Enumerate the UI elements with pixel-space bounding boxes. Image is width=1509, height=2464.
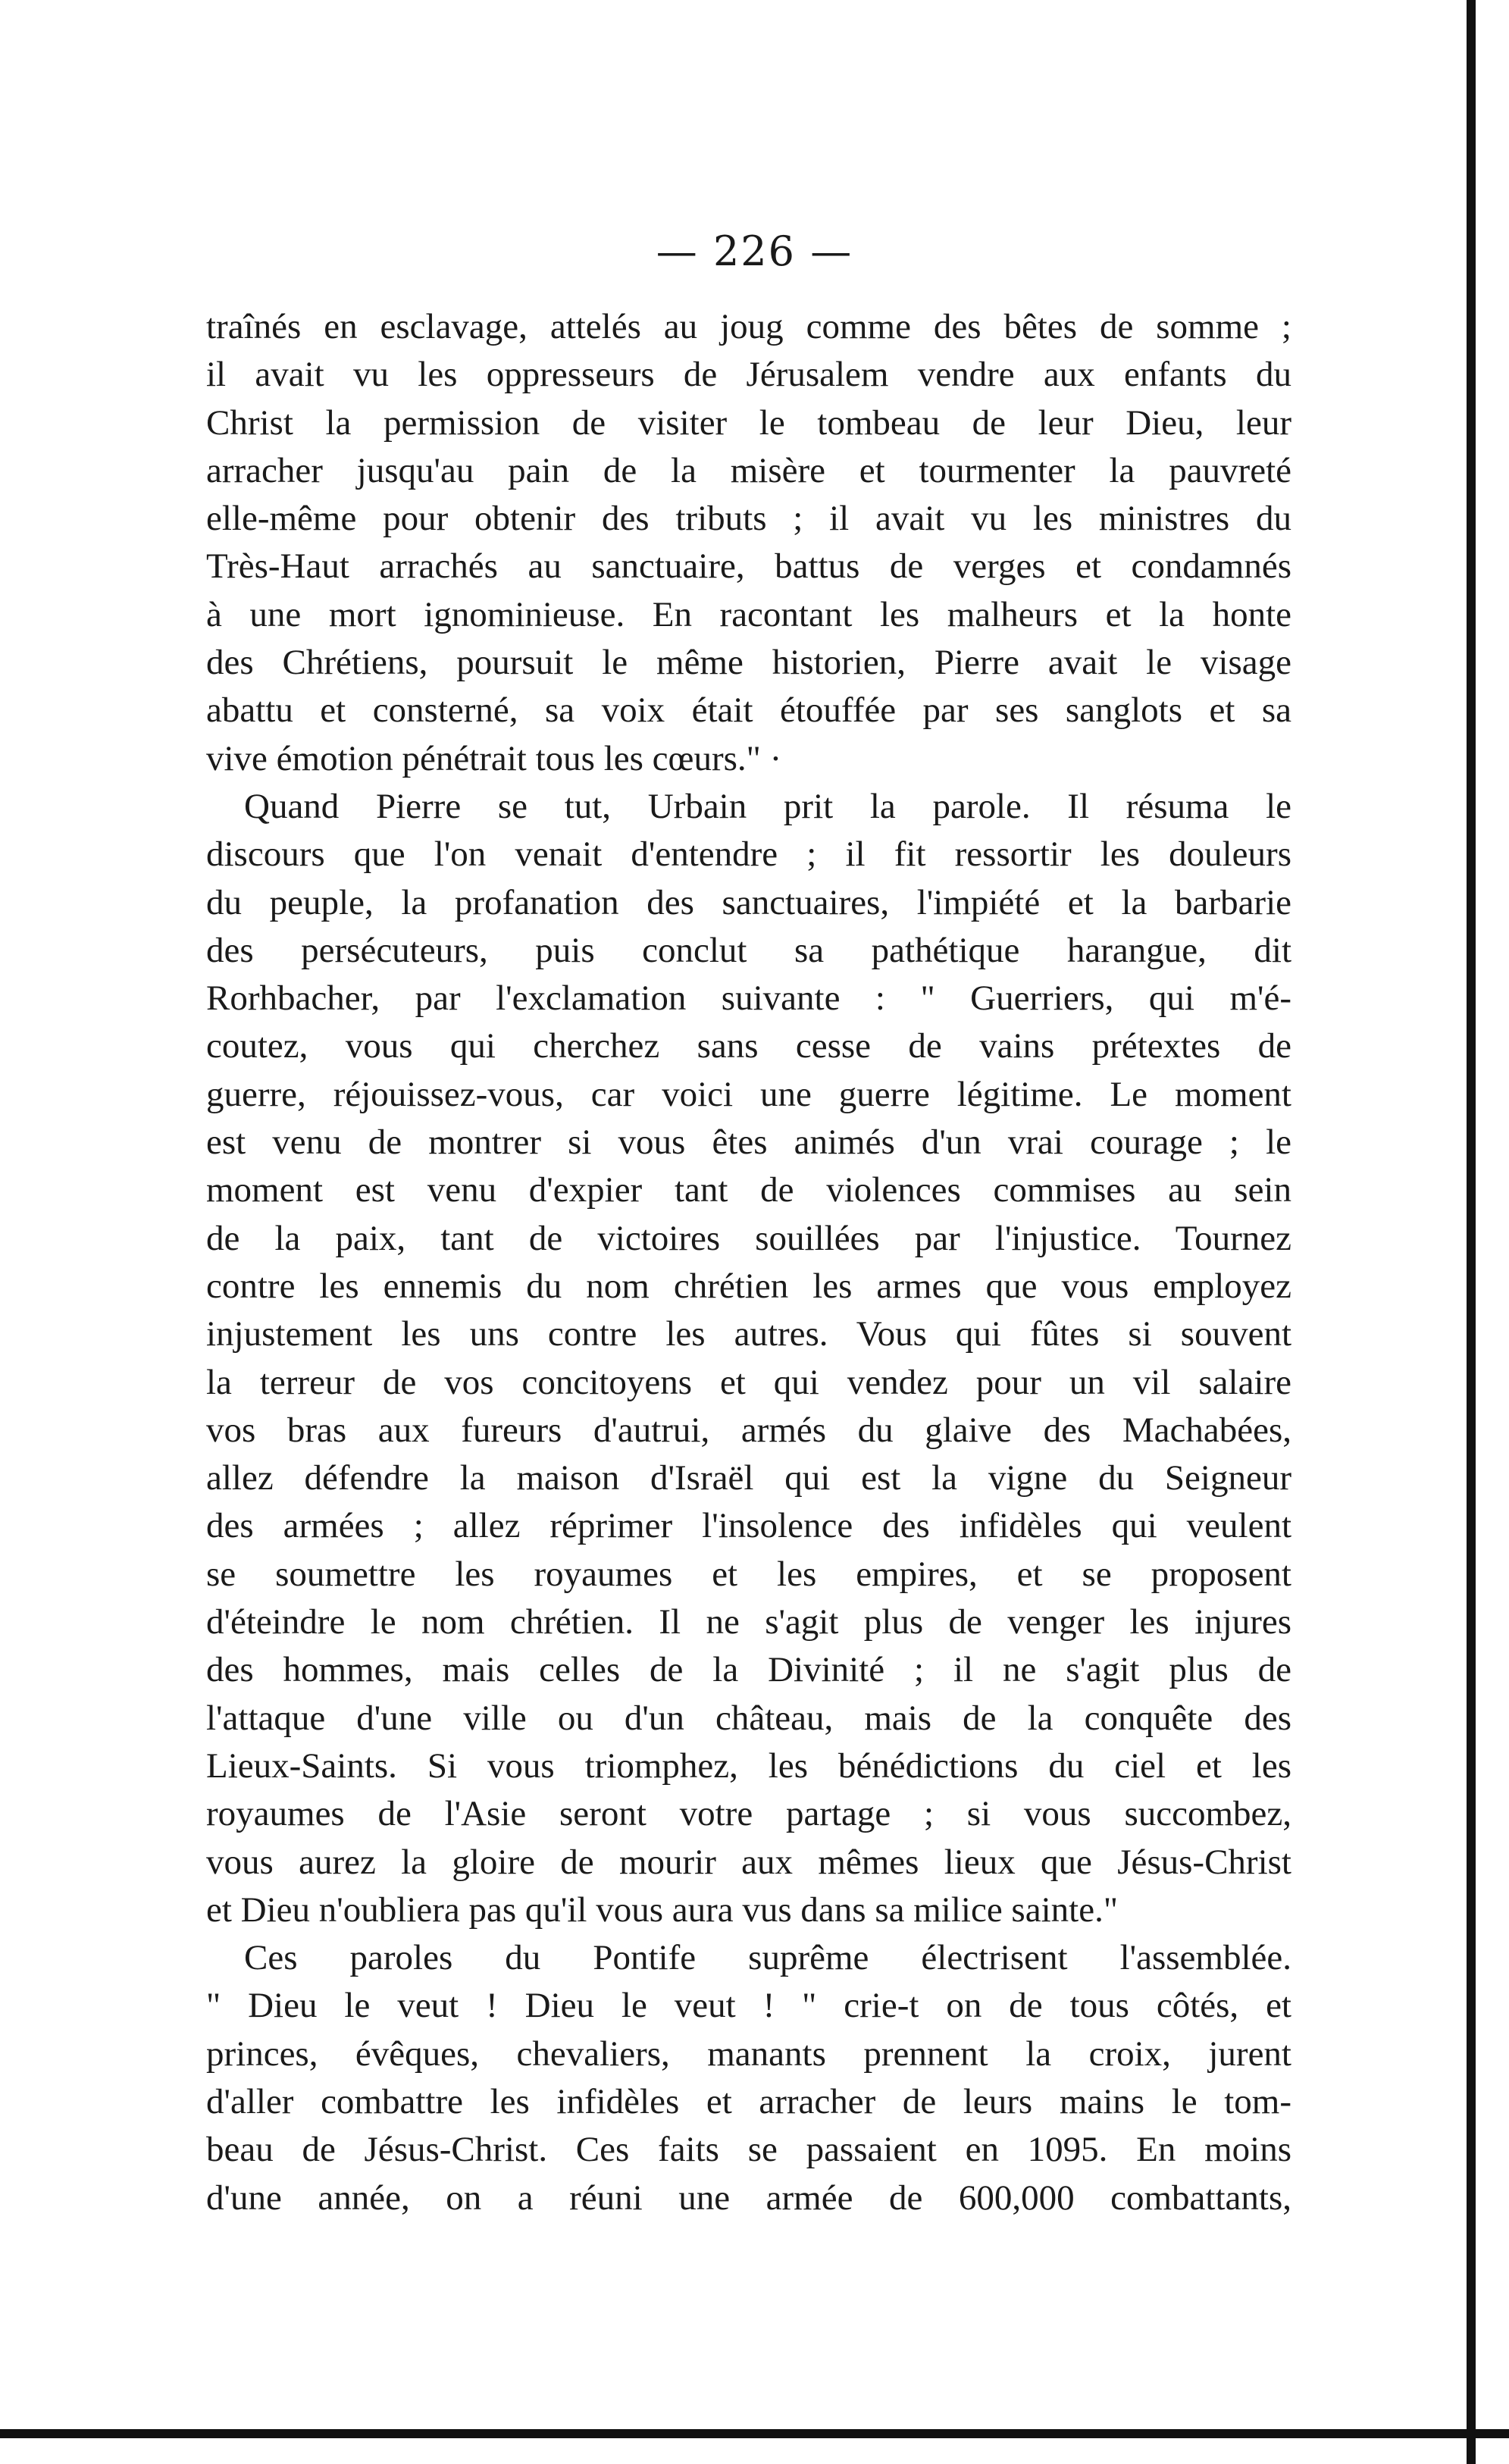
- text-line: traînés en esclavage, attelés au joug comme des bêtes de somme ;: [206, 307, 1291, 346]
- text-line: Lieux-Saints. Si vous triomphez, les bénédictions du ciel et les: [206, 1745, 1291, 1786]
- text-line: discours que l'on venait d'entendre ; il fit ressortir les douleurs: [206, 834, 1291, 875]
- text-line: de la paix, tant de victoires souillées par l'injustice. Tournez: [206, 1218, 1291, 1258]
- text-line: des Chrétiens, poursuit le même historien, Pierre avait le visage: [206, 643, 1291, 683]
- text-line: beau de Jésus-Christ. Ces faits se passaient en 1095. En moins: [206, 2130, 1291, 2170]
- text-line: des hommes, mais celles de la Divinité ; il ne s'agit plus de: [206, 1650, 1291, 1690]
- text-line: contre les ennemis du nom chrétien les armes que vous employez: [206, 1266, 1291, 1306]
- text-line: d'aller combattre les infidèles et arracher de leurs mains le tom-: [206, 2081, 1291, 2121]
- text-line: elle-même pour obtenir des tributs ; il avait vu les ministres du: [206, 499, 1291, 539]
- text-line: du peuple, la profanation des sanctuaires, l'impiété et la barbarie: [206, 882, 1291, 922]
- text-line: vos bras aux fureurs d'autrui, armés du glaive des Machabées,: [206, 1410, 1291, 1450]
- text-line: se soumettre les royaumes et les empires, et se proposent: [206, 1554, 1291, 1594]
- text-line: moment est venu d'expier tant de violences commises au sein: [206, 1170, 1291, 1210]
- text-line: Ces paroles du Pontife suprême électrisent l'assemblée.: [244, 1938, 1291, 1978]
- page-number-value: 226: [712, 227, 797, 275]
- text-line: vous aurez la gloire de mourir aux mêmes lieux que Jésus-Christ: [206, 1842, 1291, 1882]
- text-line: abattu et consterné, sa voix était étouffée par ses sanglots et sa: [206, 690, 1291, 731]
- page-number: [0, 227, 1509, 275]
- text-line: guerre, réjouissez-vous, car voici une guerre légitime. Le moment: [206, 1074, 1291, 1114]
- text-line: Quand Pierre se tut, Urbain prit la parole. Il résuma le: [244, 786, 1291, 826]
- right-border-rule: [1467, 0, 1476, 2464]
- text-line: royaumes de l'Asie seront votre partage ; si vous succombez,: [206, 1794, 1291, 1834]
- text-line: il avait vu les oppresseurs de Jérusalem vendre aux enfants du: [206, 355, 1291, 395]
- text-line: " Dieu le veut ! Dieu le veut ! " crie-t on de tous côtés, et: [206, 1986, 1291, 2026]
- text-line: des armées ; allez réprimer l'insolence des infidèles qui veulent: [206, 1506, 1291, 1546]
- text-line: la terreur de vos concitoyens et qui vendez pour un vil salaire: [206, 1362, 1291, 1402]
- text-line: d'éteindre le nom chrétien. Il ne s'agit plus de venger les injures: [206, 1602, 1291, 1642]
- text-line: des persécuteurs, puis conclut sa pathétique harangue, dit: [206, 930, 1291, 970]
- page-number-ornament-left: —: [656, 227, 713, 275]
- text-line: princes, évêques, chevaliers, manants prennent la croix, jurent: [206, 2034, 1291, 2074]
- text-line: l'attaque d'une ville ou d'un château, mais de la conquête des: [206, 1698, 1291, 1738]
- text-line: et Dieu n'oubliera pas qu'il vous aura vus dans sa milice sainte.": [206, 1889, 1118, 1930]
- text-line: injustement les uns contre les autres. Vous qui fûtes si souvent: [206, 1314, 1291, 1354]
- bottom-border-rule: [0, 2429, 1509, 2438]
- text-line: allez défendre la maison d'Israël qui est la vigne du Seigneur: [206, 1458, 1291, 1498]
- text-line: arracher jusqu'au pain de la misère et tourmenter la pauvreté: [206, 450, 1291, 490]
- text-line: vive émotion pénétrait tous les cœurs." ·: [206, 738, 782, 778]
- text-line: d'une année, on a réuni une armée de 600,000 combattants,: [206, 2178, 1291, 2218]
- text-line: Très-Haut arrachés au sanctuaire, battus de verges et condamnés: [206, 546, 1291, 587]
- text-line: Christ la permission de visiter le tombeau de leur Dieu, leur: [206, 402, 1291, 443]
- text-line: à une mort ignominieuse. En racontant les malheurs et la honte: [206, 594, 1291, 634]
- body-text: [206, 303, 1291, 2222]
- text-line: Rorhbacher, par l'exclamation suivante : " Guerriers, qui m'é-: [206, 978, 1291, 1019]
- text-line: coutez, vous qui cherchez sans cesse de vains prétextes de: [206, 1026, 1291, 1066]
- text-line: est venu de montrer si vous êtes animés d'un vrai courage ; le: [206, 1122, 1291, 1163]
- page-number-ornament-right: —: [796, 227, 853, 275]
